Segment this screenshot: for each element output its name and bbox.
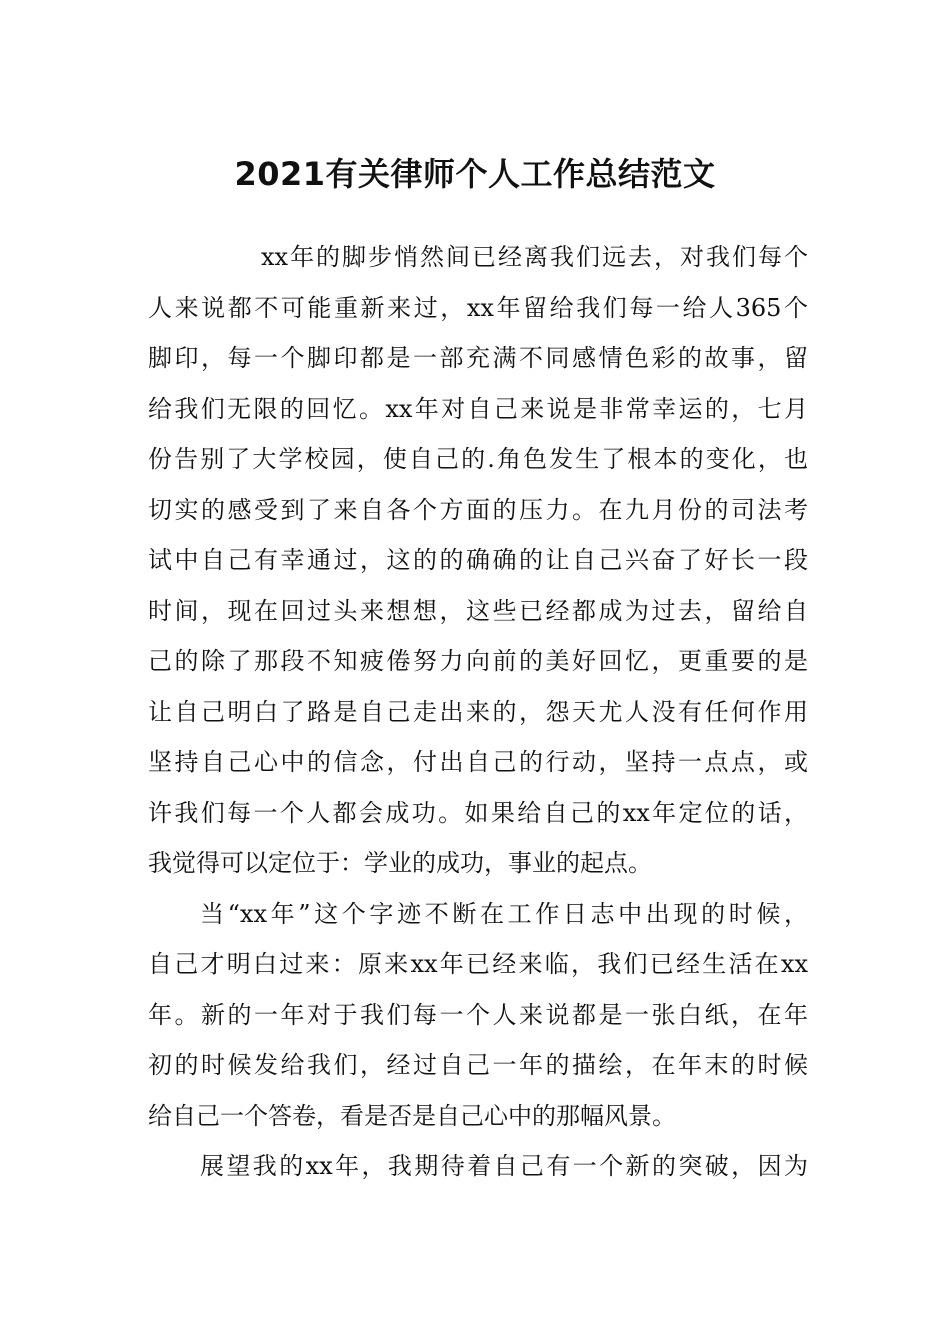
paragraph-line: 年。新的一年对于我们每一个人来说都是一张白纸，在年	[148, 1000, 808, 1029]
paragraph-line: 坚持自己心中的信念，付出自己的行动，坚持一点点，或	[148, 748, 808, 776]
paragraph-1	[148, 232, 808, 889]
paragraph-line: 脚印，每一个脚印都是一部充满不同感情色彩的故事，留	[148, 344, 808, 372]
paragraph-line: 许我们每一个人都会成功。如果给自己的xx年定位的话，	[148, 798, 808, 827]
paragraph-line: 初的时候发给我们，经过自己一年的描绘，在年末的时候	[148, 1051, 808, 1079]
paragraph-line: 试中自己有幸通过，这的的确确的让自己兴奋了好长一段	[148, 546, 808, 574]
paragraph-line: xx年的脚步悄然间已经离我们远去，对我们每个	[261, 243, 808, 271]
document-body	[148, 232, 808, 1192]
paragraph-line: 我觉得可以定位于：学业的成功，事业的起点。	[148, 849, 652, 877]
paragraph-line: 当“xx年”这个字迹不断在工作日志中出现的时候，	[200, 899, 808, 928]
paragraph-line: 己的除了那段不知疲倦努力向前的美好回忆，更重要的是	[148, 647, 808, 675]
paragraph-line: 份告别了大学校园，使自己的.角色发生了根本的变化，也	[148, 445, 808, 473]
paragraph-2	[148, 889, 808, 1142]
paragraph-3	[148, 1141, 808, 1192]
paragraph-line: 自己才明白过来：原来xx年已经来临，我们已经生活在xx	[148, 950, 808, 978]
document-title: 2021有关律师个人工作总结范文	[234, 155, 716, 194]
paragraph-line: 给我们无限的回忆。xx年对自己来说是非常幸运的，七月	[148, 394, 808, 423]
paragraph-line: 人来说都不可能重新来过，xx年留给我们每一给人365个	[148, 293, 808, 322]
paragraph-line: 展望我的xx年，我期待着自己有一个新的突破，因为	[200, 1152, 808, 1180]
paragraph-line: 给自己一个答卷，看是否是自己心中的那幅风景。	[148, 1101, 676, 1130]
paragraph-line: 时间，现在回过头来想想，这些已经都成为过去，留给自	[148, 596, 808, 625]
paragraph-line: 让自己明白了路是自己走出来的，怨天尤人没有任何作用	[148, 697, 808, 726]
paragraph-line: 切实的感受到了来自各个方面的压力。在九月份的司法考	[148, 495, 808, 524]
